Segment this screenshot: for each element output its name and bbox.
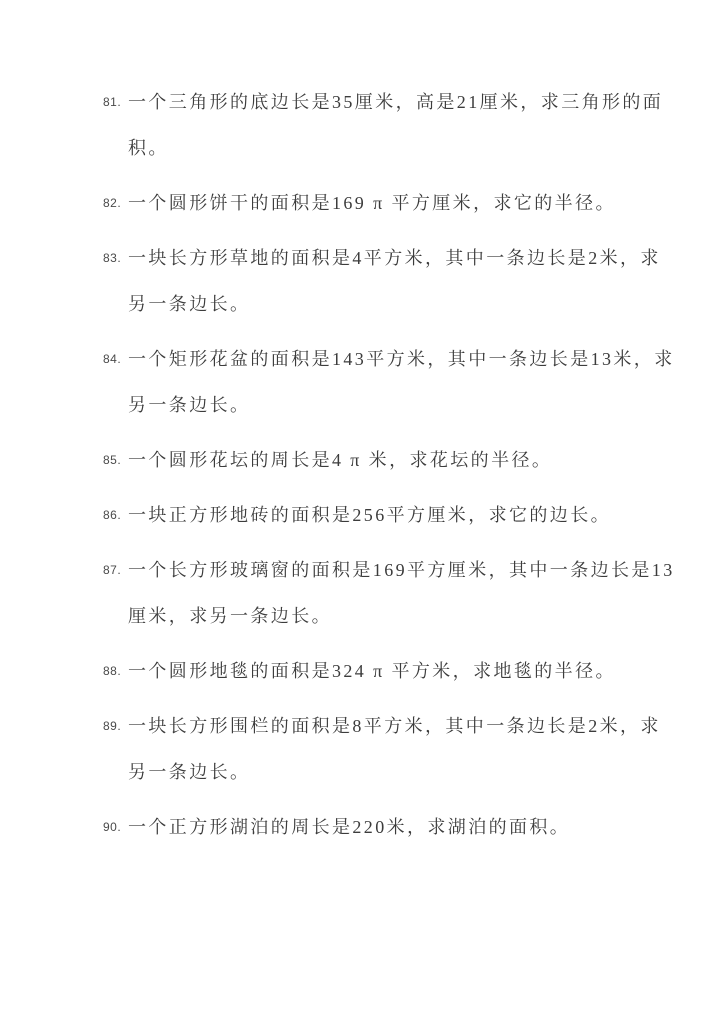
problem-number: 85.: [103, 453, 122, 467]
problem-item-88: [0, 648, 720, 694]
problem-item-89: [0, 703, 720, 795]
problem-item-85: [0, 437, 720, 483]
problem-item-87: [0, 547, 720, 639]
problem-item-86: [0, 492, 720, 538]
problem-number: 87.: [103, 563, 122, 577]
problem-text-line: 一个矩形花盆的面积是143平方米，其中一条边长是13米，求: [128, 349, 675, 369]
problem-number: 84.: [103, 352, 122, 366]
problem-text-line: 一个长方形玻璃窗的面积是169平方厘米，其中一条边长是13: [128, 560, 675, 580]
problem-item-84: [0, 336, 720, 428]
problem-text-line: 另一条边长。: [128, 294, 251, 314]
problem-text-line: 另一条边长。: [128, 395, 251, 415]
problem-text-line: 一块正方形地砖的面积是256平方厘米，求它的边长。: [128, 505, 611, 525]
problem-text-line: 一个圆形地毯的面积是324 π 平方米，求地毯的半径。: [128, 661, 616, 681]
problem-text-line: 一块长方形围栏的面积是8平方米，其中一条边长是2米，求: [128, 716, 661, 736]
problem-text-line: 一个三角形的底边长是35厘米，高是21厘米，求三角形的面: [128, 92, 664, 112]
problem-number: 89.: [103, 719, 122, 733]
problem-text-line: 一个圆形花坛的周长是4 π 米，求花坛的半径。: [128, 450, 553, 470]
problem-item-82: [0, 180, 720, 226]
problem-number: 86.: [103, 508, 122, 522]
problem-text-line: 厘米，求另一条边长。: [128, 606, 332, 626]
problem-text-line: 一块长方形草地的面积是4平方米，其中一条边长是2米，求: [128, 248, 661, 268]
problem-text-line: 一个圆形饼干的面积是169 π 平方厘米，求它的半径。: [128, 193, 616, 213]
problem-number: 88.: [103, 664, 122, 678]
problem-item-83: [0, 235, 720, 327]
problem-number: 90.: [103, 820, 122, 834]
problem-text-line: 积。: [128, 138, 169, 158]
problem-item-81: [0, 79, 720, 171]
problem-number: 81.: [103, 95, 122, 109]
problem-number: 83.: [103, 251, 122, 265]
problem-list: [0, 79, 720, 859]
problem-item-90: [0, 804, 720, 850]
problem-text-line: 另一条边长。: [128, 762, 251, 782]
problem-number: 82.: [103, 196, 122, 210]
problem-text-line: 一个正方形湖泊的周长是220米，求湖泊的面积。: [128, 817, 571, 837]
